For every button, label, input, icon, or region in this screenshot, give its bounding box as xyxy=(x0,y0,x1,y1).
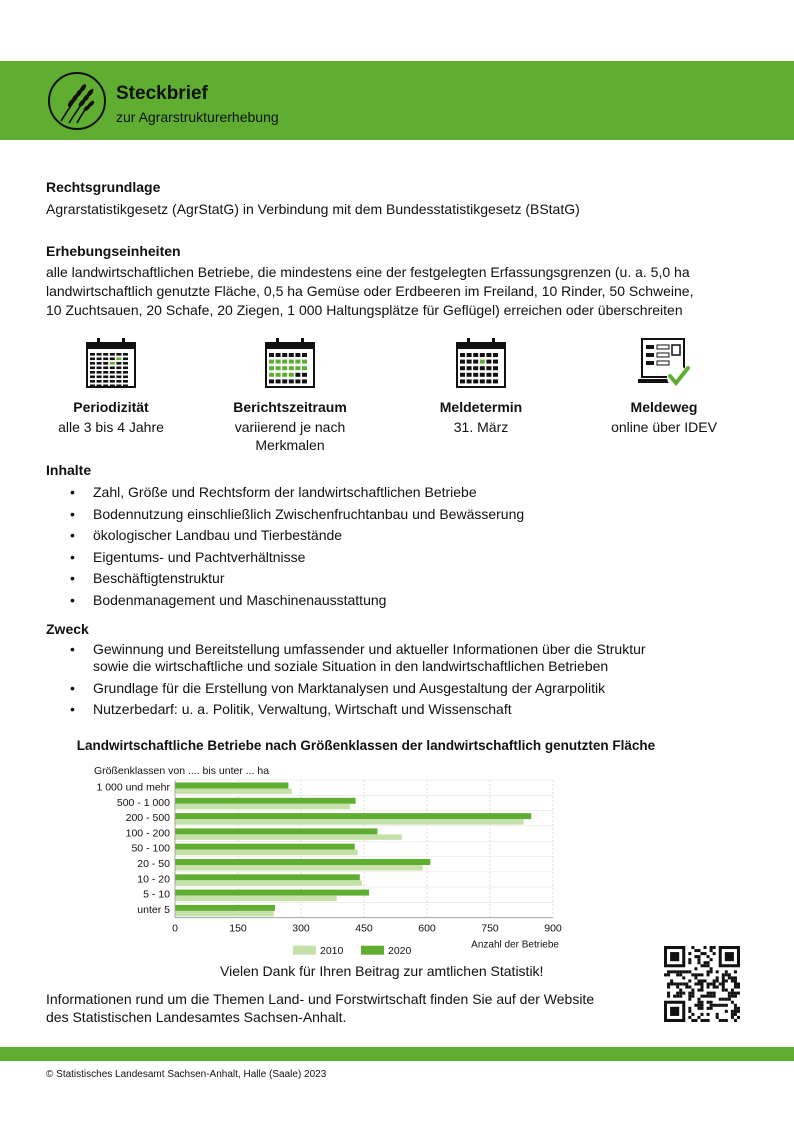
list-item: • Nutzerbedarf: u. a. Politik, Verwaltung, Wirtschaft und Wissenschaft xyxy=(46,701,726,718)
online-form-icon xyxy=(636,335,692,391)
list-item: • ökologischer Landbau und Tierbestände xyxy=(46,527,726,544)
bar-2010 xyxy=(175,789,292,795)
category-label: 10 - 20 xyxy=(137,873,170,886)
zweck-heading: Zweck xyxy=(46,621,89,637)
category-label: 1 000 und mehr xyxy=(96,781,170,794)
feature-value: variierend je nach Merkmalen xyxy=(234,419,346,453)
calendar-grid-icon xyxy=(83,335,139,391)
x-tick-label: 900 xyxy=(544,922,562,935)
category-label: unter 5 xyxy=(137,903,170,916)
bar-chart xyxy=(80,760,600,960)
category-label: 500 - 1 000 xyxy=(116,796,170,809)
bar-2020 xyxy=(175,890,369,896)
calendar-date-icon xyxy=(453,335,509,391)
wheat-icon xyxy=(47,71,107,131)
feature-periodizitaet xyxy=(36,335,186,436)
x-tick-label: 0 xyxy=(172,922,178,935)
copyright: © Statistisches Landesamt Sachsen-Anhalt, Halle (Saale) 2023 xyxy=(46,1069,327,1080)
legend-swatch-2010 xyxy=(293,946,316,955)
x-tick-label: 300 xyxy=(292,922,310,935)
x-tick-label: 750 xyxy=(481,922,499,935)
inhalte-list xyxy=(46,484,726,613)
legend-label-2020: 2020 xyxy=(388,945,412,958)
erhebungseinheiten-heading: Erhebungseinheiten xyxy=(46,243,181,259)
bar-2010 xyxy=(175,804,350,810)
bar-2020 xyxy=(175,859,430,865)
chart-title: Landwirtschaftliche Betriebe nach Größenklassen der landwirtschaftlich genutzten Fläche xyxy=(76,738,656,753)
category-label: 200 - 500 xyxy=(125,812,170,825)
info-text: Informationen rund um die Themen Land- und Forstwirtschaft finden Sie auf der Website des Statistischen Landesamtes Sachsen-Anhalt. xyxy=(46,991,595,1025)
list-item: • Bodennutzung einschließlich Zwischenfruchtanbau und Bewässerung xyxy=(46,506,726,523)
footer-bar xyxy=(0,1047,794,1061)
bar-2020 xyxy=(175,874,360,880)
rechtsgrundlage-heading: Rechtsgrundlage xyxy=(46,179,161,195)
category-label: 100 - 200 xyxy=(125,827,170,840)
x-axis-label: Anzahl der Betriebe xyxy=(471,939,559,951)
category-label: 5 - 10 xyxy=(143,888,170,901)
feature-berichtszeitraum xyxy=(215,335,365,454)
bar-2010 xyxy=(175,850,358,856)
list-item: • Beschäftigtenstruktur xyxy=(46,570,726,587)
bar-2010 xyxy=(175,834,402,840)
thanks-text: Vielen Dank für Ihren Beitrag zur amtlichen Statistik! xyxy=(220,963,544,979)
bar-2010 xyxy=(175,911,274,917)
legend-swatch-2020 xyxy=(361,946,384,955)
bar-2020 xyxy=(175,905,275,911)
feature-meldeweg xyxy=(589,335,739,436)
list-item: • Gewinnung und Bereitstellung umfassender und aktueller Informationen über die Struktur sowie die wirtschaftliche und soziale Situation in den landwirtschaftlichen Betrieben xyxy=(46,641,726,675)
feature-label: Meldetermin xyxy=(439,399,523,415)
list-item: • Eigentums- und Pachtverhältnisse xyxy=(46,549,726,566)
y-axis-label: Größenklassen von .... bis unter ... ha xyxy=(94,765,270,777)
x-tick-label: 600 xyxy=(418,922,436,935)
qr-code-icon[interactable] xyxy=(664,946,740,1022)
list-item: • Grundlage für die Erstellung von Marktanalysen und Ausgestaltung der Agrarpolitik xyxy=(46,680,726,697)
bar-2020 xyxy=(175,798,356,804)
rechtsgrundlage-text: Agrarstatistikgesetz (AgrStatG) in Verbindung mit dem Bundesstatistikgesetz (BStatG) xyxy=(46,201,580,217)
bar-2010 xyxy=(175,896,337,902)
feature-meldetermin xyxy=(406,335,556,436)
bar-2010 xyxy=(175,819,524,825)
erhebungseinheiten-text: alle landwirtschaftlichen Betriebe, die mindestens eine der festgelegten Erfassungsgrenzen (u. a. 5,0 ha landwirtschaftlich genutzte Fläche, 0,5 ha Gemüse oder Erdbeeren im Freiland, 10 Rinder, 50 Schweine, 10 Zuchtsauen, 20 Schafe, 20 Ziegen, 1 000 Haltungsplätze für Geflügel) erreichen oder überschreiten xyxy=(46,264,694,318)
bar-2010 xyxy=(175,880,362,886)
bar-2020 xyxy=(175,828,377,834)
feature-label: Periodizität xyxy=(73,399,149,415)
list-item: • Zahl, Größe und Rechtsform der landwirtschaftlichen Betriebe xyxy=(46,484,726,501)
page-subtitle: zur Agrarstrukturerhebung xyxy=(116,109,279,125)
list-item: • Bodenmanagement und Maschinenausstattung xyxy=(46,592,726,609)
feature-value: 31. März xyxy=(453,419,509,435)
calendar-range-icon xyxy=(262,335,318,391)
legend-label-2010: 2010 xyxy=(320,945,344,958)
x-tick-label: 150 xyxy=(229,922,247,935)
x-tick-label: 450 xyxy=(355,922,373,935)
bar-2020 xyxy=(175,813,531,819)
feature-label: Meldeweg xyxy=(630,399,698,415)
category-label: 50 - 100 xyxy=(131,842,170,855)
page-title: Steckbrief xyxy=(116,83,208,104)
bar-2020 xyxy=(175,844,355,850)
bar-2010 xyxy=(175,865,423,871)
feature-value: alle 3 bis 4 Jahre xyxy=(58,419,164,435)
inhalte-heading: Inhalte xyxy=(46,462,92,478)
bar-2020 xyxy=(175,783,288,789)
header-bar xyxy=(0,61,794,140)
zweck-list xyxy=(46,641,726,723)
feature-label: Berichtszeitraum xyxy=(233,399,347,415)
feature-value: online über IDEV xyxy=(611,419,717,435)
category-label: 20 - 50 xyxy=(137,858,170,870)
